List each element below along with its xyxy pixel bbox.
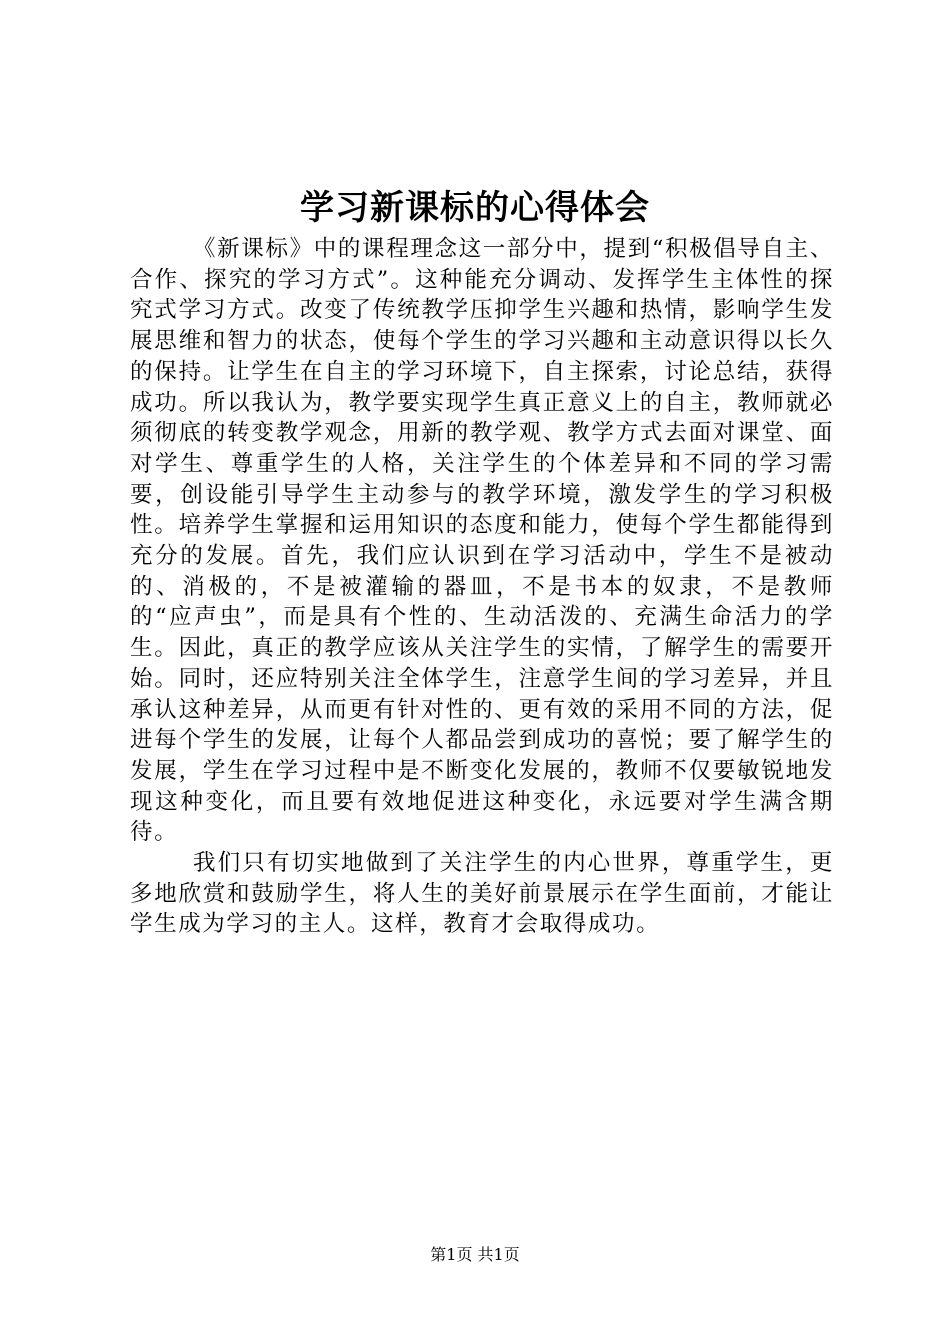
document-body <box>130 234 834 940</box>
paragraph-1: 《新课标》中的课程理念这一部分中，提到“积极倡导自主、合作、探究的学习方式”。这种能充分调动、发挥学生主体性的探究式学习方式。改变了传统教学压抑学生兴趣和热情，影响学生发展思维和智力的状态，使每个学生的学习兴趣和主动意识得以长久的保持。让学生在自主的学习环境下，自主探索，讨论总结，获得成功。所以我认为，教学要实现学生真正意义上的自主，教师就必须彻底的转变教学观念，用新的教学观、教学方式去面对课堂、面对学生、尊重学生的人格，关注学生的个体差异和不同的学习需要，创设能引导学生主动参与的教学环境，激发学生的学习积极性。培养学生掌握和运用知识的态度和能力，使每个学生都能得到充分的发展。首先，我们应认识到在学习活动中，学生不是被动的、消极的，不是被灌输的器皿，不是书本的奴隶，不是教师的“应声虫”，而是具有个性的、生动活泼的、充满生命活力的学生。因此，真正的教学应该从关注学生的实情，了解学生的需要开始。同时，还应特别关注全体学生，注意学生间的学习差异，并且承认这种差异，从而更有针对性的、更有效的采用不同的方法，促进每个学生的发展，让每个人都品尝到成功的喜悦；要了解学生的发展，学生在学习过程中是不断变化发展的，教师不仅要敏锐地发现这种变化，而且要有效地促进这种变化，永远要对学生满含期待。 <box>130 236 834 846</box>
document-title: 学习新课标的心得体会 <box>300 188 650 228</box>
page-footer: 第1页 共1页 <box>430 1245 520 1264</box>
paragraph-2: 我们只有切实地做到了关注学生的内心世界，尊重学生，更多地欣赏和鼓励学生，将人生的美好前景展示在学生面前，才能让学生成为学习的主人。这样，教育才会取得成功。 <box>130 850 834 938</box>
